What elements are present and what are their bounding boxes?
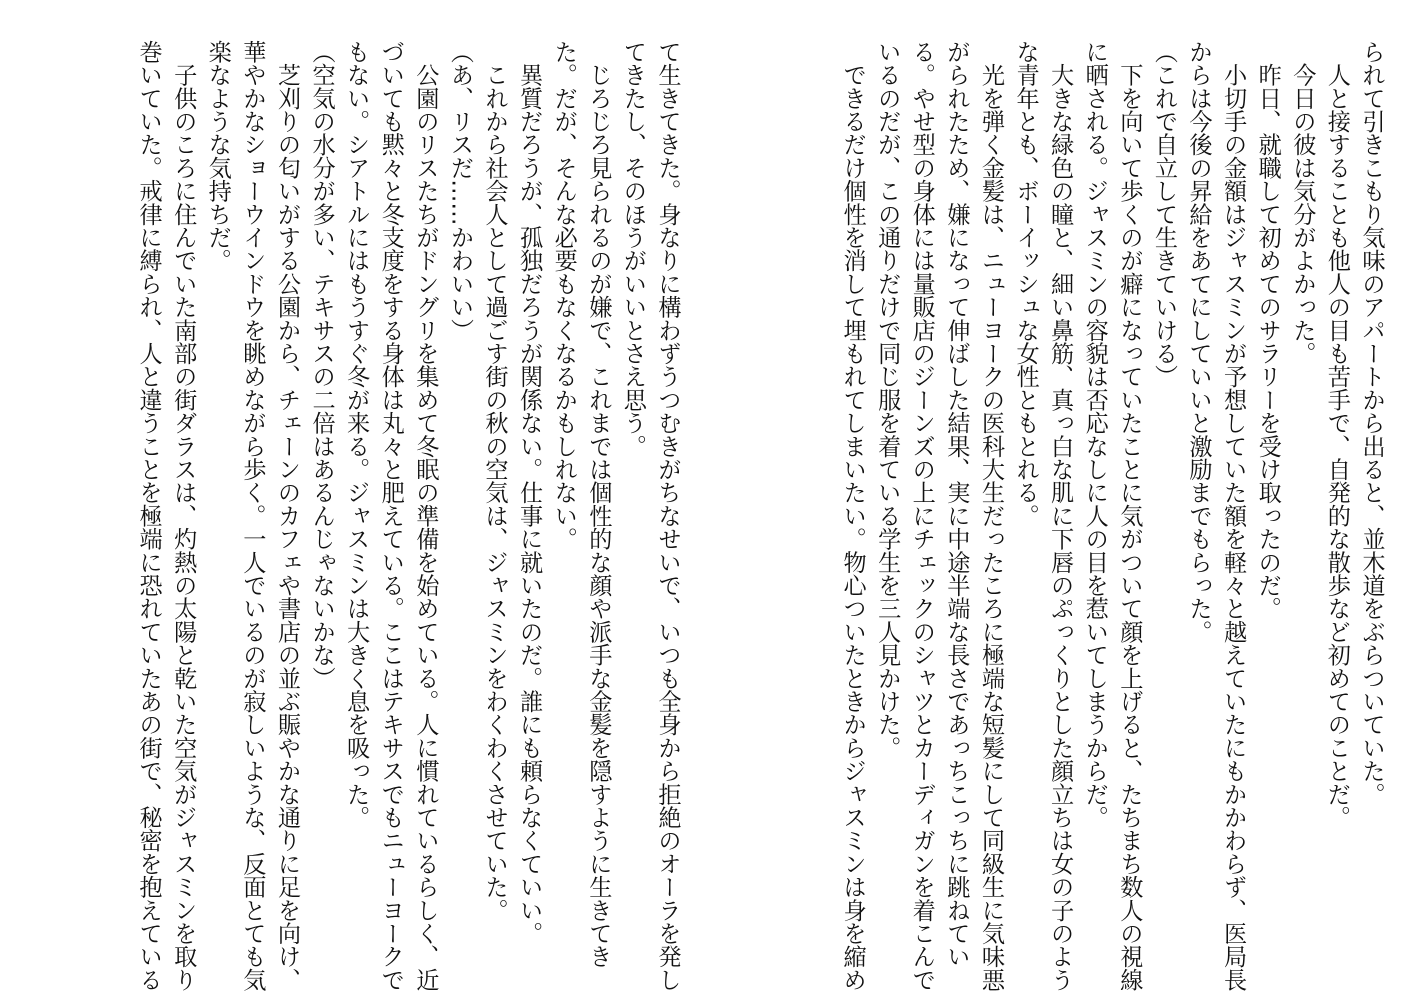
text-line: 華やかなショーウインドウを眺めながら歩く。一人でいるのが寂しいような、反面とても気 xyxy=(238,40,266,992)
text-line: 今日の彼は気分がよかった。 xyxy=(1288,40,1316,365)
text-line: （あ、リスだ……かわいい） xyxy=(446,40,474,342)
text-line: （これで自立して生きていける） xyxy=(1150,40,1178,388)
text-line: 下を向いて歩くのが癖になっていたことに気がついて顔を上げると、たちまち数人の視線 xyxy=(1115,40,1143,992)
text-line: 人と接することも他人の目も苦手で、自発的な散歩など初めてのことだ。 xyxy=(1323,40,1351,829)
text-line: いるのだが、この通りだけで同じ服を着ている学生を三人見かけた。 xyxy=(873,40,901,760)
text-line: （空気の水分が多い、テキサスの二倍はあるんじゃないかな） xyxy=(308,40,336,690)
text-line: 光を弾く金髪は、ニューヨークの医科大生だったころに極端な短髪にして同級生に気味悪 xyxy=(977,40,1005,992)
text-line: 楽なような気持ちだ。 xyxy=(204,40,232,272)
text-line: られて引きこもり気味のアパートから出ると、並木道をぶらついていた。 xyxy=(1358,40,1385,806)
text-line: た。だが、そんな必要もなくなるかもしれない。 xyxy=(550,40,578,551)
text-line: 大きな緑色の瞳と、細い鼻筋、真っ白な肌に下唇のぷっくりとした顔立ちは女の子のよう xyxy=(1046,40,1074,992)
text-line: からは今後の昇給をあてにしていいと激励までもらった。 xyxy=(1185,40,1213,644)
text-line: 子供のころに住んでいた南部の街ダラスは、灼熱の太陽と乾いた空気がジャスミンを取り xyxy=(169,40,197,992)
text-line: 異質だろうが、孤独だろうが関係ない。仕事に就いたのだ。誰にも頼らなくていい。 xyxy=(515,40,543,945)
text-line: じろじろ見られるのが嫌で、これまでは個性的な顔や派手な金髪を隠すように生きてき xyxy=(584,40,612,968)
text-line: 昨日、就職して初めてのサラリーを受け取ったのだ。 xyxy=(1254,40,1282,620)
text-line: 巻いていた。戒律に縛られ、人と違うことを極端に恐れていたあの街で、秘密を抱えている xyxy=(135,40,163,992)
text-line: てきたし、そのほうがいいとさえ思う。 xyxy=(619,40,647,458)
text-line: 公園のリスたちがドングリを集めて冬眠の準備を始めている。人に慣れているらしく、近 xyxy=(411,40,439,992)
left-page-text xyxy=(44,40,684,992)
text-line: て生きてきた。身なりに構わずうつむきがちなせいで、いつも全身から拒絶のオーラを発し xyxy=(654,40,681,992)
text-line: できるだけ個性を消して埋もれてしまいたい。物心ついたときからジャスミンは身を縮め xyxy=(839,40,867,992)
text-line: がられたため、嫌になって伸ばした結果、実に中途半端な長さであっちこっちに跳ねてい xyxy=(942,40,970,968)
text-line: 小切手の金額はジャスミンが予想していた額を軽々と越えていたにもかかわらず、医局長 xyxy=(1219,40,1247,992)
text-line: 芝刈りの匂いがする公園から、チェーンのカフェや書店の並ぶ賑やかな通りに足を向け、 xyxy=(273,40,301,992)
text-line: これから社会人として過ごす街の秋の空気は、ジャスミンをわくわくさせていた。 xyxy=(481,40,509,922)
text-line: もない。シアトルにはもうすぐ冬が来る。ジャスミンは大きく息を吸った。 xyxy=(342,40,370,829)
text-line: る。やせ型の身体には量販店のジーンズの上にチェックのシャツとカーディガンを着こんで xyxy=(908,40,936,992)
text-line: に晒される。ジャスミンの容貌は否応なしに人の目を惹いてしまうからだ。 xyxy=(1081,40,1109,829)
text-line: づいても黙々と冬支度をする身体は丸々と肥えている。ここはテキサスでもニューヨークで xyxy=(377,40,405,992)
text-line: な青年とも、ボーイッシュな女性ともとれる。 xyxy=(1012,40,1040,528)
right-page-text xyxy=(748,40,1388,992)
